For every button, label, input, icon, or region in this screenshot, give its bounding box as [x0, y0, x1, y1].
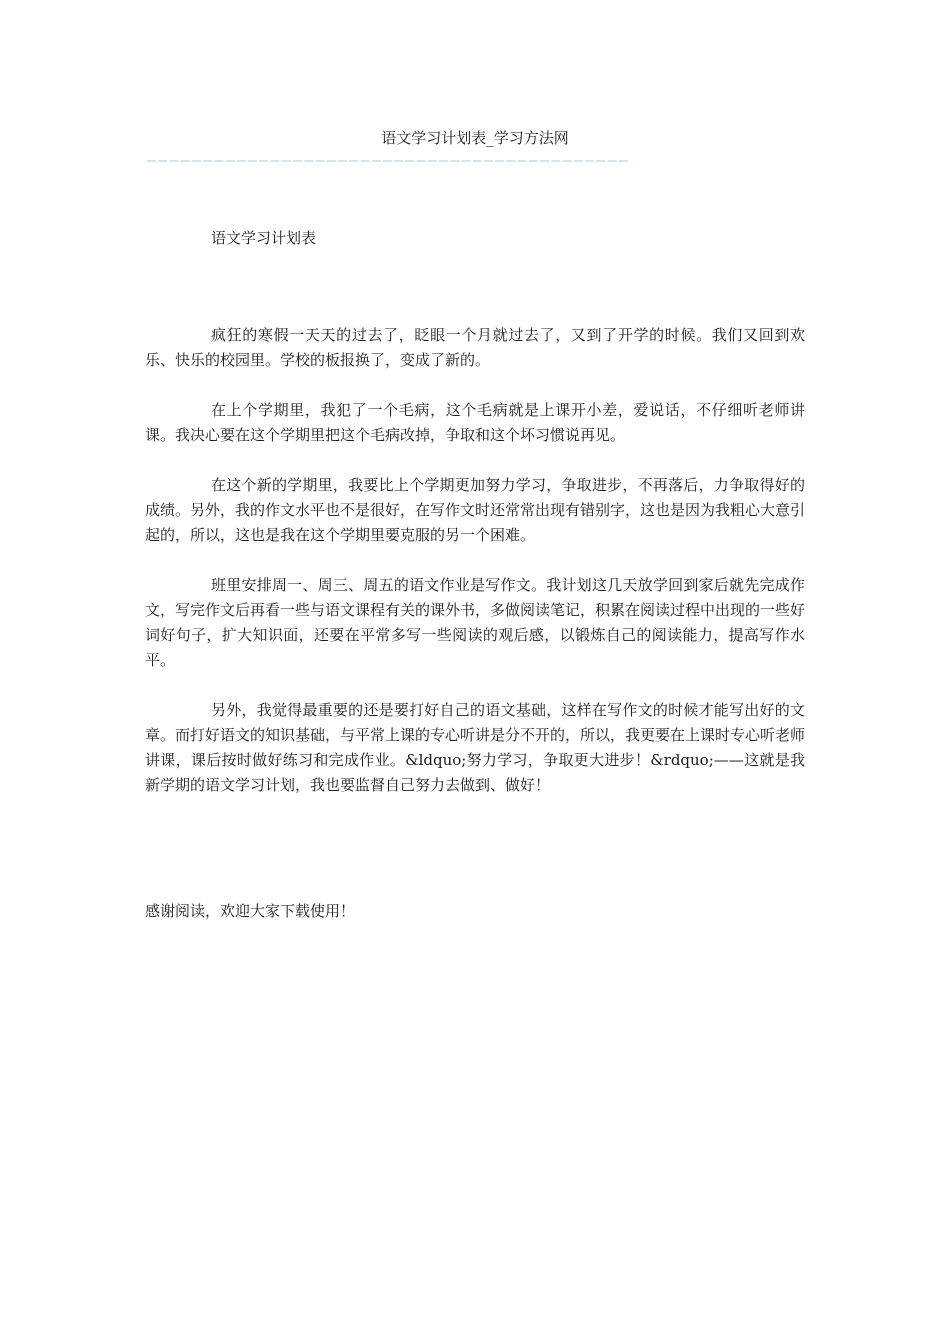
paragraph: 在这个新的学期里，我要比上个学期更加努力学习，争取进步，不再落后，力争取得好的成绩。另外，我的作文水平也不是很好，在写作文时还常常出现有错别字，这也是因为我粗心大意引起的，所以，这也是我在这个学期里要克服的另一个困难。 [145, 476, 806, 544]
closing-note: 感谢阅读，欢迎大家下载使用！ [145, 902, 356, 920]
document-title: 语文学习计划表 [211, 229, 317, 247]
paragraph: 疯狂的寒假一天天的过去了，眨眼一个月就过去了，又到了开学的时候。我们又回到欢乐、快乐的校园里。学校的板报换了，变成了新的。 [145, 326, 805, 369]
paragraph: 另外，我觉得最重要的还是要打好自己的语文基础，这样在写作文的时候才能写出好的文章。而打好语文的知识基础，与平常上课的专心听讲是分不开的，所以，我更要在上课时专心听老师讲课，课后按时做好练习和完成作业。&ldquo;努力学习，争取更大进步！&rdquo;——这就是我新学期的语文学习计划，我也要监督自己努力去做到、做好！ [145, 701, 806, 794]
header-title: 语文学习计划表_学习方法网 [381, 129, 569, 147]
paragraph: 在上个学期里，我犯了一个毛病，这个毛病就是上课开小差，爱说话，不仔细听老师讲课。我决心要在这个学期里把这个毛病改掉，争取和这个坏习惯说再见。 [145, 401, 805, 444]
document-body [145, 323, 805, 823]
paragraph: 班里安排周一、周三、周五的语文作业是写作文。我计划这几天放学回到家后就先完成作文，写完作文后再看一些与语文课程有关的课外书，多做阅读笔记，积累在阅读过程中出现的一些好词好句子，扩大知识面，还要在平常多写一些阅读的观后感，以锻炼自己的阅读能力，提高写作水平。 [145, 576, 806, 669]
header-divider: ——————————————————————————————————————————— [147, 151, 630, 169]
